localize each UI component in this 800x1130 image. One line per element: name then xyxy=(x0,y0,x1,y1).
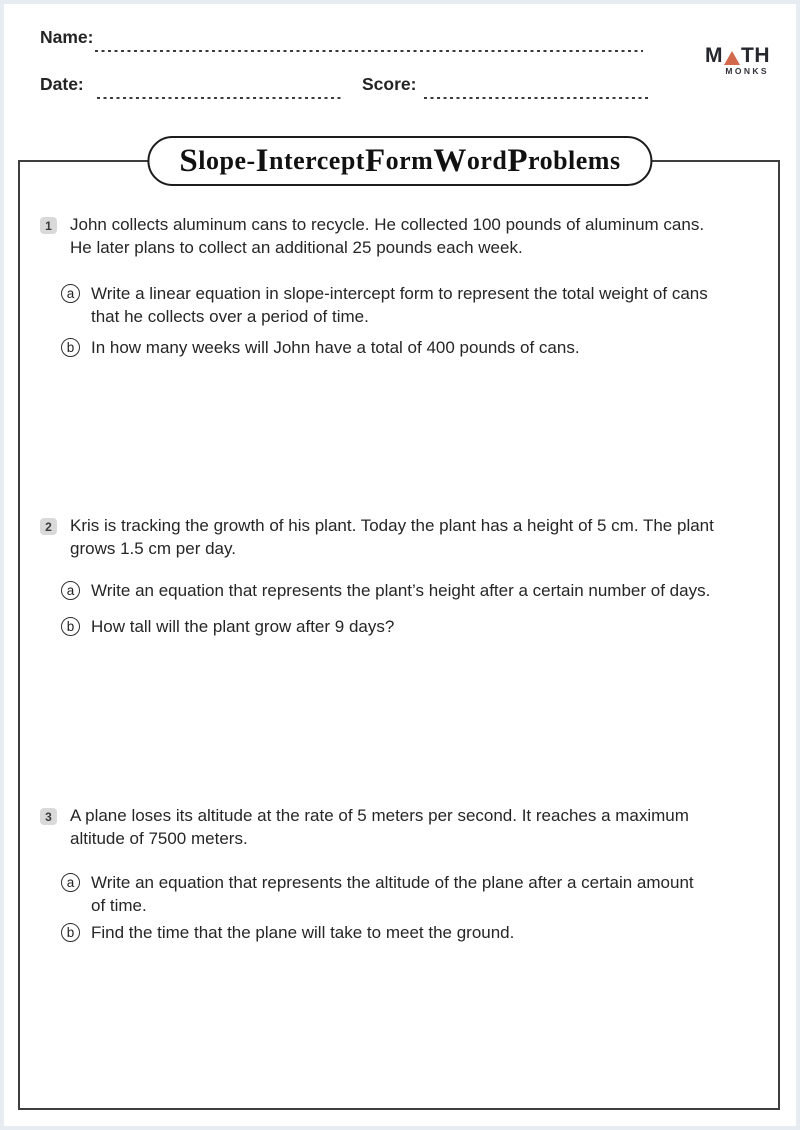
problem-3-text xyxy=(70,805,689,850)
problem-2-line-2: grows 1.5 cm per day. xyxy=(70,538,236,558)
part-a-badge: a xyxy=(61,284,80,303)
part-line: In how many weeks will John have a total of 400 pounds of cans. xyxy=(91,338,580,357)
problem-3 xyxy=(40,805,689,850)
problem-1-text xyxy=(70,214,704,259)
problem-2-part-b xyxy=(61,616,394,639)
problem-1-part-a-text xyxy=(91,283,708,328)
problem-1-part-b-text xyxy=(91,337,580,360)
score-fill-line xyxy=(424,97,648,99)
problem-2-number-badge: 2 xyxy=(40,518,57,535)
part-b-badge: b xyxy=(61,923,80,942)
date-fill-line xyxy=(97,97,342,99)
problem-2-part-a xyxy=(61,580,710,603)
part-line: Write an equation that represents the plant’s height after a certain number of days. xyxy=(91,581,711,600)
problem-2-part-a-text xyxy=(91,580,710,603)
part-line: that he collects over a period of time. xyxy=(91,306,369,326)
part-line: How tall will the plant grow after 9 days? xyxy=(91,617,395,636)
problem-1-part-a xyxy=(61,283,708,328)
name-fill-line xyxy=(95,50,643,52)
name-label: Name: xyxy=(40,27,94,47)
part-a-badge: a xyxy=(61,581,80,600)
logo-subtext: MONKS xyxy=(725,66,769,76)
problem-1-line-1: John collects aluminum cans to recycle. He collected 100 pounds of aluminum cans. xyxy=(70,215,705,234)
problem-1 xyxy=(40,214,704,259)
problem-2-part-b-text xyxy=(91,616,394,639)
problem-2-text xyxy=(70,515,714,560)
part-b-badge: b xyxy=(61,338,80,357)
part-line: Write an equation that represents the altitude of the plane after a certain amount xyxy=(91,873,694,892)
part-a-badge: a xyxy=(61,873,80,892)
part-line: of time. xyxy=(91,895,147,915)
part-b-badge: b xyxy=(61,617,80,636)
problem-3-part-a xyxy=(61,872,694,917)
problem-1-number-badge: 1 xyxy=(40,217,57,234)
part-line: Find the time that the plane will take to meet the ground. xyxy=(91,923,515,942)
problem-3-part-a-text xyxy=(91,872,694,917)
logo-letters-th: TH xyxy=(741,44,770,67)
math-monks-logo xyxy=(698,46,770,76)
problem-3-number-badge: 3 xyxy=(40,808,57,825)
logo-wordmark xyxy=(698,46,770,66)
part-line: Write a linear equation in slope-intercept form to represent the total weight of cans xyxy=(91,284,708,303)
problem-2-line-1: Kris is tracking the growth of his plant. Today the plant has a height of 5 cm. The plant xyxy=(70,516,714,535)
problem-3-part-b xyxy=(61,922,514,945)
logo-letter-m: M xyxy=(705,44,723,67)
problem-1-part-b xyxy=(61,337,580,360)
score-label: Score: xyxy=(362,74,417,94)
triangle-icon xyxy=(724,51,740,65)
problem-3-line-1: A plane loses its altitude at the rate of 5 meters per second. It reaches a maximum xyxy=(70,806,689,825)
worksheet-title: S lope- I ntercept F orm W ord P roblems xyxy=(147,136,652,186)
problem-3-part-b-text xyxy=(91,922,514,945)
problem-1-line-2: He later plans to collect an additional 25 pounds each week. xyxy=(70,237,523,257)
date-label: Date: xyxy=(40,74,84,94)
problem-3-line-2: altitude of 7500 meters. xyxy=(70,828,248,848)
problem-2 xyxy=(40,515,714,560)
